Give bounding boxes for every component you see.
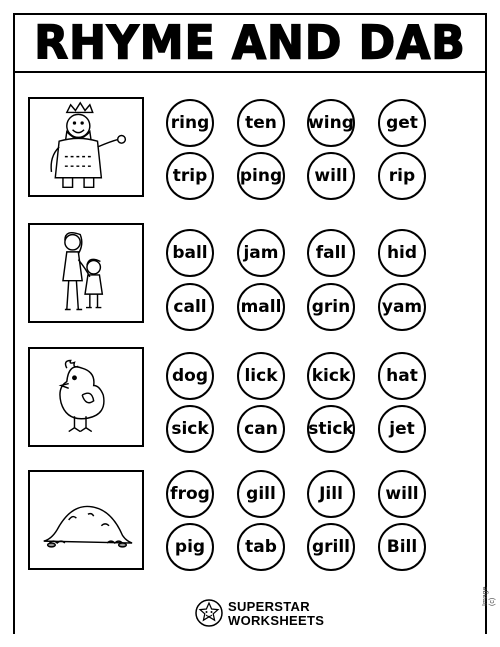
king-picture [28, 97, 144, 197]
word-circle[interactable]: trip [166, 152, 214, 200]
word-circle[interactable]: Jill [307, 470, 355, 518]
word-circle[interactable]: jam [237, 229, 285, 277]
chick-picture [28, 347, 144, 447]
word-circle[interactable]: stick [307, 405, 355, 453]
footer-brand [228, 600, 324, 628]
word-circle[interactable]: yam [378, 283, 426, 331]
king-icon [30, 99, 142, 195]
word-circle[interactable]: mall [237, 283, 285, 331]
word-circle[interactable]: hat [378, 352, 426, 400]
word-circle[interactable]: kick [307, 352, 355, 400]
footer-brand-line2: WORKSHEETS [228, 613, 325, 628]
word-circle[interactable]: lick [237, 352, 285, 400]
word-circle[interactable]: jet [378, 405, 426, 453]
word-circle[interactable]: frog [166, 470, 214, 518]
chick-icon [30, 349, 142, 445]
word-circle[interactable]: dog [166, 352, 214, 400]
word-circle[interactable]: will [307, 152, 355, 200]
word-circle[interactable]: ball [166, 229, 214, 277]
girls-picture [28, 223, 144, 323]
word-circle[interactable]: can [237, 405, 285, 453]
word-circle[interactable]: gill [237, 470, 285, 518]
word-circle[interactable]: pig [166, 523, 214, 571]
image-credit: Image (c) [482, 586, 496, 606]
word-circle[interactable]: call [166, 283, 214, 331]
title-banner [13, 13, 487, 73]
footer-brand-line1: SUPERSTAR [228, 599, 310, 614]
girls-icon [30, 225, 142, 321]
word-circle[interactable]: Bill [378, 523, 426, 571]
page-title: RHYME AND DAB [34, 16, 466, 70]
rhyme-row-3 [0, 347, 500, 457]
word-circle[interactable]: hid [378, 229, 426, 277]
rhyme-row-4 [0, 470, 500, 580]
rhyme-row-2 [0, 223, 500, 333]
word-circle[interactable]: ten [237, 99, 285, 147]
word-circle[interactable]: grill [307, 523, 355, 571]
hill-picture [28, 470, 144, 570]
word-circle[interactable]: ring [166, 99, 214, 147]
word-circle[interactable]: get [378, 99, 426, 147]
word-circle[interactable]: grin [307, 283, 355, 331]
hill-icon [30, 472, 142, 568]
word-circle[interactable]: rip [378, 152, 426, 200]
word-circle[interactable]: tab [237, 523, 285, 571]
superstar-logo-icon [194, 598, 224, 628]
word-circle[interactable]: wing [307, 99, 355, 147]
word-circle[interactable]: sick [166, 405, 214, 453]
word-circle[interactable]: ping [237, 152, 285, 200]
word-circle[interactable]: fall [307, 229, 355, 277]
rhyme-row-1 [0, 97, 500, 207]
word-circle[interactable]: will [378, 470, 426, 518]
